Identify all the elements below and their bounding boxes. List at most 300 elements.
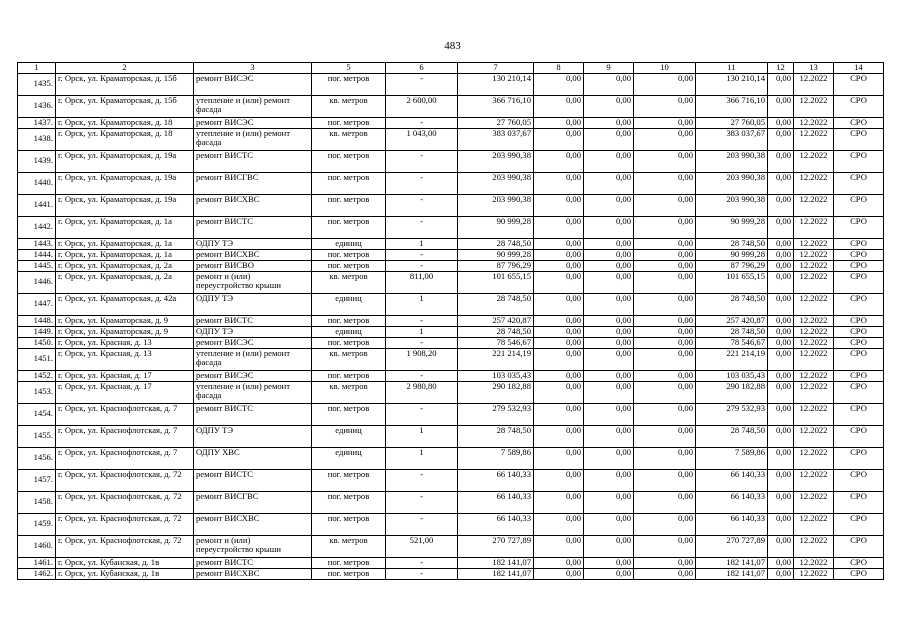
fund-cell: 0,00 (534, 403, 584, 425)
budget-cell: 0,00 (584, 557, 634, 568)
total-cost-cell: 78 546,67 (458, 337, 534, 348)
address-cell: г. Орск, ул. Краматорская, д. 19а (56, 172, 194, 194)
fund-cell: 0,00 (534, 293, 584, 315)
table-row (18, 95, 884, 117)
quantity-cell: - (386, 513, 458, 535)
header-cell: 13 (794, 63, 834, 74)
unit-cell: пог. метров (312, 117, 386, 128)
work-type-cell: ремонт и (или) переустройство крыши (194, 535, 312, 557)
budget-cell: 0,00 (584, 491, 634, 513)
method-cell: СРО (834, 326, 884, 337)
method-cell: СРО (834, 491, 884, 513)
address-cell: г. Орск, ул. Краснофлотская, д. 72 (56, 513, 194, 535)
owner-funds-cell: 221 214,19 (696, 348, 768, 370)
row-number: 1454. (18, 403, 56, 425)
owner-funds-cell: 66 140,33 (696, 469, 768, 491)
work-type-cell: утепление и (или) ремонт фасада (194, 381, 312, 403)
method-cell: СРО (834, 381, 884, 403)
other-funds-cell: 0,00 (768, 403, 794, 425)
quantity-cell: 1 043,00 (386, 128, 458, 150)
fund-cell: 0,00 (534, 128, 584, 150)
unit-cell: кв. метров (312, 95, 386, 117)
row-number: 1443. (18, 238, 56, 249)
other-funds-cell: 0,00 (768, 216, 794, 238)
total-cost-cell: 28 748,50 (458, 293, 534, 315)
method-cell: СРО (834, 403, 884, 425)
row-number: 1447. (18, 293, 56, 315)
completion-date-cell: 12.2022 (794, 73, 834, 95)
fund-cell: 0,00 (534, 194, 584, 216)
work-type-cell: ОДПУ ТЭ (194, 326, 312, 337)
row-number: 1453. (18, 381, 56, 403)
header-cell: 1 (18, 63, 56, 74)
table-row (18, 370, 884, 381)
fund-cell: 0,00 (534, 513, 584, 535)
local-budget-cell: 0,00 (634, 128, 696, 150)
quantity-cell: 1 (386, 238, 458, 249)
unit-cell: пог. метров (312, 150, 386, 172)
method-cell: СРО (834, 216, 884, 238)
other-funds-cell: 0,00 (768, 150, 794, 172)
quantity-cell: - (386, 216, 458, 238)
local-budget-cell: 0,00 (634, 447, 696, 469)
budget-cell: 0,00 (584, 95, 634, 117)
fund-cell: 0,00 (534, 535, 584, 557)
total-cost-cell: 383 037,67 (458, 128, 534, 150)
fund-cell: 0,00 (534, 337, 584, 348)
total-cost-cell: 182 141,07 (458, 557, 534, 568)
address-cell: г. Орск, ул. Краматорская, д. 9 (56, 315, 194, 326)
row-number: 1440. (18, 172, 56, 194)
work-type-cell: ремонт ВИСТС (194, 150, 312, 172)
fund-cell: 0,00 (534, 315, 584, 326)
completion-date-cell: 12.2022 (794, 117, 834, 128)
total-cost-cell: 366 716,10 (458, 95, 534, 117)
quantity-cell: 1 (386, 293, 458, 315)
work-type-cell: ремонт ВИСХВС (194, 568, 312, 579)
other-funds-cell: 0,00 (768, 73, 794, 95)
fund-cell: 0,00 (534, 348, 584, 370)
table-row (18, 117, 884, 128)
other-funds-cell: 0,00 (768, 469, 794, 491)
table-row (18, 568, 884, 579)
quantity-cell: 2 600,00 (386, 95, 458, 117)
fund-cell: 0,00 (534, 172, 584, 194)
budget-cell: 0,00 (584, 469, 634, 491)
local-budget-cell: 0,00 (634, 381, 696, 403)
fund-cell: 0,00 (534, 249, 584, 260)
work-type-cell: ремонт ВИСЭС (194, 337, 312, 348)
total-cost-cell: 257 420,87 (458, 315, 534, 326)
unit-cell: пог. метров (312, 337, 386, 348)
unit-cell: пог. метров (312, 403, 386, 425)
fund-cell: 0,00 (534, 150, 584, 172)
total-cost-cell: 101 655,15 (458, 271, 534, 293)
budget-cell: 0,00 (584, 271, 634, 293)
local-budget-cell: 0,00 (634, 293, 696, 315)
fund-cell: 0,00 (534, 326, 584, 337)
work-type-cell: утепление и (или) ремонт фасада (194, 95, 312, 117)
header-cell: 9 (584, 63, 634, 74)
fund-cell: 0,00 (534, 271, 584, 293)
method-cell: СРО (834, 535, 884, 557)
header-cell: 12 (768, 63, 794, 74)
budget-cell: 0,00 (584, 337, 634, 348)
work-type-cell: ремонт и (или) переустройство крыши (194, 271, 312, 293)
work-type-cell: ОДПУ ХВС (194, 447, 312, 469)
unit-cell: кв. метров (312, 381, 386, 403)
completion-date-cell: 12.2022 (794, 150, 834, 172)
local-budget-cell: 0,00 (634, 557, 696, 568)
total-cost-cell: 90 999,28 (458, 249, 534, 260)
address-cell: г. Орск, ул. Красная, д. 13 (56, 337, 194, 348)
method-cell: СРО (834, 469, 884, 491)
quantity-cell: - (386, 337, 458, 348)
quantity-cell: - (386, 117, 458, 128)
fund-cell: 0,00 (534, 557, 584, 568)
table-row (18, 469, 884, 491)
address-cell: г. Орск, ул. Красная, д. 17 (56, 381, 194, 403)
total-cost-cell: 182 141,07 (458, 568, 534, 579)
owner-funds-cell: 290 182,88 (696, 381, 768, 403)
method-cell: СРО (834, 557, 884, 568)
owner-funds-cell: 103 035,43 (696, 370, 768, 381)
quantity-cell: - (386, 491, 458, 513)
other-funds-cell: 0,00 (768, 172, 794, 194)
completion-date-cell: 12.2022 (794, 403, 834, 425)
owner-funds-cell: 182 141,07 (696, 568, 768, 579)
address-cell: г. Орск, ул. Краматорская, д. 19а (56, 194, 194, 216)
fund-cell: 0,00 (534, 381, 584, 403)
table-row (18, 194, 884, 216)
local-budget-cell: 0,00 (634, 95, 696, 117)
method-cell: СРО (834, 238, 884, 249)
total-cost-cell: 87 796,29 (458, 260, 534, 271)
other-funds-cell: 0,00 (768, 425, 794, 447)
table-row (18, 337, 884, 348)
total-cost-cell: 28 748,50 (458, 238, 534, 249)
row-number: 1436. (18, 95, 56, 117)
address-cell: г. Орск, ул. Краснофлотская, д. 7 (56, 425, 194, 447)
other-funds-cell: 0,00 (768, 568, 794, 579)
local-budget-cell: 0,00 (634, 249, 696, 260)
method-cell: СРО (834, 568, 884, 579)
local-budget-cell: 0,00 (634, 271, 696, 293)
total-cost-cell: 203 990,38 (458, 194, 534, 216)
fund-cell: 0,00 (534, 447, 584, 469)
table-row (18, 381, 884, 403)
total-cost-cell: 66 140,33 (458, 513, 534, 535)
quantity-cell: 811,00 (386, 271, 458, 293)
local-budget-cell: 0,00 (634, 117, 696, 128)
other-funds-cell: 0,00 (768, 249, 794, 260)
row-number: 1452. (18, 370, 56, 381)
address-cell: г. Орск, ул. Красная, д. 13 (56, 348, 194, 370)
budget-cell: 0,00 (584, 150, 634, 172)
unit-cell: единиц (312, 238, 386, 249)
work-type-cell: ОДПУ ТЭ (194, 293, 312, 315)
total-cost-cell: 28 748,50 (458, 326, 534, 337)
owner-funds-cell: 28 748,50 (696, 425, 768, 447)
unit-cell: единиц (312, 447, 386, 469)
budget-cell: 0,00 (584, 249, 634, 260)
row-number: 1458. (18, 491, 56, 513)
unit-cell: кв. метров (312, 535, 386, 557)
unit-cell: единиц (312, 326, 386, 337)
budget-cell: 0,00 (584, 73, 634, 95)
total-cost-cell: 203 990,38 (458, 150, 534, 172)
work-type-cell: ремонт ВИСТС (194, 557, 312, 568)
quantity-cell: 1 (386, 425, 458, 447)
completion-date-cell: 12.2022 (794, 95, 834, 117)
budget-cell: 0,00 (584, 238, 634, 249)
owner-funds-cell: 270 727,89 (696, 535, 768, 557)
owner-funds-cell: 203 990,38 (696, 150, 768, 172)
table-row (18, 535, 884, 557)
table-row (18, 73, 884, 95)
unit-cell: пог. метров (312, 260, 386, 271)
owner-funds-cell: 130 210,14 (696, 73, 768, 95)
owner-funds-cell: 66 140,33 (696, 491, 768, 513)
budget-cell: 0,00 (584, 370, 634, 381)
budget-cell: 0,00 (584, 117, 634, 128)
total-cost-cell: 103 035,43 (458, 370, 534, 381)
total-cost-cell: 90 999,28 (458, 216, 534, 238)
budget-cell: 0,00 (584, 568, 634, 579)
local-budget-cell: 0,00 (634, 216, 696, 238)
work-type-cell: ремонт ВИСЭС (194, 117, 312, 128)
method-cell: СРО (834, 150, 884, 172)
table-row (18, 348, 884, 370)
address-cell: г. Орск, ул. Краснофлотская, д. 72 (56, 491, 194, 513)
address-cell: г. Орск, ул. Краматорская, д. 2а (56, 271, 194, 293)
other-funds-cell: 0,00 (768, 315, 794, 326)
row-number: 1457. (18, 469, 56, 491)
method-cell: СРО (834, 425, 884, 447)
method-cell: СРО (834, 315, 884, 326)
completion-date-cell: 12.2022 (794, 194, 834, 216)
other-funds-cell: 0,00 (768, 513, 794, 535)
work-type-cell: утепление и (или) ремонт фасада (194, 128, 312, 150)
unit-cell: пог. метров (312, 194, 386, 216)
budget-cell: 0,00 (584, 172, 634, 194)
quantity-cell: 1 908,20 (386, 348, 458, 370)
quantity-cell: 1 (386, 326, 458, 337)
address-cell: г. Орск, ул. Краматорская, д. 1а (56, 249, 194, 260)
unit-cell: пог. метров (312, 568, 386, 579)
fund-cell: 0,00 (534, 260, 584, 271)
work-type-cell: утепление и (или) ремонт фасада (194, 348, 312, 370)
row-number: 1461. (18, 557, 56, 568)
completion-date-cell: 12.2022 (794, 469, 834, 491)
method-cell: СРО (834, 337, 884, 348)
budget-cell: 0,00 (584, 348, 634, 370)
table-row (18, 128, 884, 150)
budget-cell: 0,00 (584, 425, 634, 447)
quantity-cell: - (386, 150, 458, 172)
other-funds-cell: 0,00 (768, 260, 794, 271)
quantity-cell: 2 980,80 (386, 381, 458, 403)
row-number: 1456. (18, 447, 56, 469)
header-cell: 11 (696, 63, 768, 74)
method-cell: СРО (834, 73, 884, 95)
local-budget-cell: 0,00 (634, 315, 696, 326)
row-number: 1437. (18, 117, 56, 128)
address-cell: г. Орск, ул. Краматорская, д. 18 (56, 117, 194, 128)
address-cell: г. Орск, ул. Краснофлотская, д. 72 (56, 469, 194, 491)
unit-cell: пог. метров (312, 491, 386, 513)
other-funds-cell: 0,00 (768, 337, 794, 348)
completion-date-cell: 12.2022 (794, 315, 834, 326)
owner-funds-cell: 383 037,67 (696, 128, 768, 150)
total-cost-cell: 221 214,19 (458, 348, 534, 370)
row-number: 1460. (18, 535, 56, 557)
address-cell: г. Орск, ул. Краматорская, д. 15б (56, 95, 194, 117)
owner-funds-cell: 28 748,50 (696, 293, 768, 315)
completion-date-cell: 12.2022 (794, 425, 834, 447)
quantity-cell: - (386, 194, 458, 216)
budget-cell: 0,00 (584, 260, 634, 271)
table-row (18, 403, 884, 425)
owner-funds-cell: 90 999,28 (696, 249, 768, 260)
method-cell: СРО (834, 271, 884, 293)
local-budget-cell: 0,00 (634, 326, 696, 337)
other-funds-cell: 0,00 (768, 95, 794, 117)
method-cell: СРО (834, 95, 884, 117)
local-budget-cell: 0,00 (634, 238, 696, 249)
table-row (18, 293, 884, 315)
total-cost-cell: 270 727,89 (458, 535, 534, 557)
quantity-cell: - (386, 469, 458, 491)
local-budget-cell: 0,00 (634, 491, 696, 513)
completion-date-cell: 12.2022 (794, 249, 834, 260)
method-cell: СРО (834, 128, 884, 150)
header-cell: 3 (194, 63, 312, 74)
fund-cell: 0,00 (534, 73, 584, 95)
other-funds-cell: 0,00 (768, 271, 794, 293)
unit-cell: пог. метров (312, 216, 386, 238)
owner-funds-cell: 203 990,38 (696, 172, 768, 194)
total-cost-cell: 130 210,14 (458, 73, 534, 95)
unit-cell: кв. метров (312, 348, 386, 370)
work-type-cell: ремонт ВИСТС (194, 216, 312, 238)
quantity-cell: - (386, 557, 458, 568)
address-cell: г. Орск, ул. Краматорская, д. 2а (56, 260, 194, 271)
row-number: 1446. (18, 271, 56, 293)
completion-date-cell: 12.2022 (794, 271, 834, 293)
completion-date-cell: 12.2022 (794, 568, 834, 579)
address-cell: г. Орск, ул. Краснофлотская, д. 7 (56, 447, 194, 469)
unit-cell: пог. метров (312, 469, 386, 491)
other-funds-cell: 0,00 (768, 326, 794, 337)
local-budget-cell: 0,00 (634, 469, 696, 491)
quantity-cell: - (386, 315, 458, 326)
table-row (18, 249, 884, 260)
header-cell: 6 (386, 63, 458, 74)
completion-date-cell: 12.2022 (794, 491, 834, 513)
owner-funds-cell: 366 716,10 (696, 95, 768, 117)
method-cell: СРО (834, 293, 884, 315)
address-cell: г. Орск, ул. Краматорская, д. 42а (56, 293, 194, 315)
unit-cell: пог. метров (312, 513, 386, 535)
method-cell: СРО (834, 194, 884, 216)
row-number: 1435. (18, 73, 56, 95)
address-cell: г. Орск, ул. Кубанская, д. 1в (56, 557, 194, 568)
budget-cell: 0,00 (584, 535, 634, 557)
fund-cell: 0,00 (534, 425, 584, 447)
completion-date-cell: 12.2022 (794, 513, 834, 535)
method-cell: СРО (834, 348, 884, 370)
address-cell: г. Орск, ул. Краматорская, д. 15б (56, 73, 194, 95)
work-type-cell: ремонт ВИСТС (194, 403, 312, 425)
unit-cell: пог. метров (312, 73, 386, 95)
table-row (18, 271, 884, 293)
work-type-cell: ОДПУ ТЭ (194, 425, 312, 447)
address-cell: г. Орск, ул. Краснофлотская, д. 72 (56, 535, 194, 557)
other-funds-cell: 0,00 (768, 194, 794, 216)
completion-date-cell: 12.2022 (794, 370, 834, 381)
completion-date-cell: 12.2022 (794, 172, 834, 194)
address-cell: г. Орск, ул. Краснофлотская, д. 7 (56, 403, 194, 425)
completion-date-cell: 12.2022 (794, 535, 834, 557)
other-funds-cell: 0,00 (768, 370, 794, 381)
local-budget-cell: 0,00 (634, 348, 696, 370)
quantity-cell: 1 (386, 447, 458, 469)
other-funds-cell: 0,00 (768, 491, 794, 513)
completion-date-cell: 12.2022 (794, 216, 834, 238)
local-budget-cell: 0,00 (634, 403, 696, 425)
work-type-cell: ремонт ВИСХВС (194, 249, 312, 260)
row-number: 1442. (18, 216, 56, 238)
row-number: 1445. (18, 260, 56, 271)
local-budget-cell: 0,00 (634, 568, 696, 579)
budget-cell: 0,00 (584, 326, 634, 337)
table-row (18, 491, 884, 513)
address-cell: г. Орск, ул. Краматорская, д. 1а (56, 238, 194, 249)
header-row (18, 63, 884, 74)
unit-cell: единиц (312, 425, 386, 447)
register-table (17, 62, 884, 580)
table-row (18, 513, 884, 535)
unit-cell: пог. метров (312, 370, 386, 381)
row-number: 1455. (18, 425, 56, 447)
completion-date-cell: 12.2022 (794, 326, 834, 337)
fund-cell: 0,00 (534, 95, 584, 117)
method-cell: СРО (834, 370, 884, 381)
unit-cell: пог. метров (312, 315, 386, 326)
owner-funds-cell: 90 999,28 (696, 216, 768, 238)
owner-funds-cell: 28 748,50 (696, 326, 768, 337)
completion-date-cell: 12.2022 (794, 128, 834, 150)
table-row (18, 150, 884, 172)
fund-cell: 0,00 (534, 238, 584, 249)
work-type-cell: ремонт ВИСЭС (194, 73, 312, 95)
budget-cell: 0,00 (584, 381, 634, 403)
table-row (18, 260, 884, 271)
method-cell: СРО (834, 117, 884, 128)
total-cost-cell: 66 140,33 (458, 491, 534, 513)
completion-date-cell: 12.2022 (794, 260, 834, 271)
address-cell: г. Орск, ул. Краматорская, д. 9 (56, 326, 194, 337)
local-budget-cell: 0,00 (634, 513, 696, 535)
other-funds-cell: 0,00 (768, 381, 794, 403)
owner-funds-cell: 66 140,33 (696, 513, 768, 535)
unit-cell: пог. метров (312, 249, 386, 260)
unit-cell: кв. метров (312, 271, 386, 293)
owner-funds-cell: 78 546,67 (696, 337, 768, 348)
total-cost-cell: 66 140,33 (458, 469, 534, 491)
address-cell: г. Орск, ул. Краматорская, д. 18 (56, 128, 194, 150)
